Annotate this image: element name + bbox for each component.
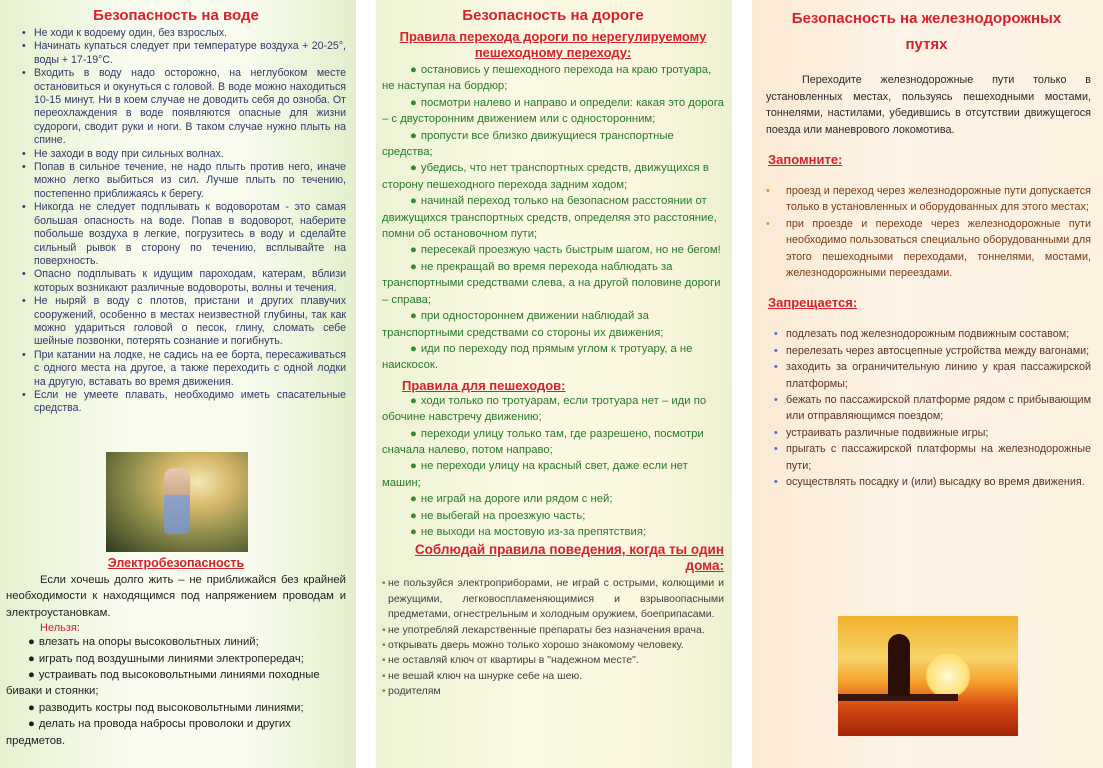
- list-item: • при проезде и переходе через железнодорожные пути необходимо пользоваться специально оборудованными для этого пешеходными переходами, тоннелями, мостами, железнодорожными переездами.: [758, 216, 1091, 282]
- road-title: Безопасность на дороге: [462, 7, 644, 24]
- forbidden-title: Запрещается:: [768, 295, 858, 311]
- electric-title: Электробезопасность: [107, 556, 245, 570]
- list-item: ● разводить костры под высоковольтными линиями;: [28, 701, 304, 714]
- pedestrian-title: Правила для пешеходов:: [402, 377, 566, 393]
- electric-section: [6, 556, 346, 749]
- list-item: • подлезать под железнодорожным подвижным составом;: [758, 326, 1091, 342]
- list-item: ● посмотри налево и направо и определи: какая это дорога – с двусторонним движением или с односторонним;: [382, 96, 724, 126]
- home-list: [382, 576, 724, 699]
- water-list: [6, 27, 346, 416]
- list-item: ● влезать на опоры высоковольтных линий;: [28, 636, 259, 649]
- list-item: ● при одностороннем движении наблюдай за транспортными средствами со стороны их движения;: [382, 310, 664, 339]
- list-item: • не употребляй лекарственные препараты без назначения врача.: [382, 623, 724, 638]
- list-item: • Не заходи в воду при сильных волнах.: [6, 148, 346, 161]
- remember-title: Запомните:: [768, 152, 843, 167]
- column-gap: [356, 0, 376, 768]
- column-gap: [732, 0, 752, 768]
- railway-intro: Переходите железнодорожные пути только в установленных местах, пользуясь пешеходными мостами, тоннелями, настилами, убедившись в отсутствии движущегося поезда или маневрового локомотива.: [766, 74, 1091, 136]
- list-item: ● начинай переход только на безопасном расстоянии от движущихся транспортных средств, определяя это расстояние, помни об остановочном пути;: [382, 195, 717, 241]
- list-item: ● не выбегай на проезжую часть;: [410, 509, 586, 522]
- list-item: • перелезать через автосцепные устройства между вагонами;: [758, 343, 1091, 359]
- list-item: ● играть под воздушными линиями электропередач;: [28, 652, 304, 665]
- list-item: • Входить в воду надо осторожно, на неглубоком месте остановиться и окунуться с головой. В воде можно находиться 10-15 минут. Ни в коем случае не доводить себя до озноба. От переохлаждения в воде появляются опасные для жизни судороги, сводит руки и ноги. В таком случае нужно плыть на спине.: [6, 67, 346, 147]
- list-item: ● не прекращай во время перехода наблюдать за транспортными средствами слева, а на другой половине дороги – справа;: [382, 260, 721, 306]
- list-item: ● переходи улицу только там, где разрешено, посмотри сначала налево, потом направо;: [382, 427, 704, 456]
- list-item: • Если не умеете плавать, необходимо иметь спасательные средства.: [6, 389, 346, 416]
- remember-list: [758, 183, 1095, 281]
- list-item: • Опасно подплывать к идущим пароходам, катерам, вблизи которых возникают различные водовороты, волны и течения.: [6, 268, 346, 295]
- list-item: ● не играй на дороге или рядом с ней;: [410, 493, 613, 506]
- forbidden-label: Нельзя:: [40, 622, 80, 635]
- list-item: • Не ныряй в воду с плотов, пристани и других плавучих сооружений, особенно в местах неизвестной глубины, так как можно удариться головой о песок, глину, сломать себе шейные позвонки, потерять сознание и погибнуть.: [6, 295, 346, 349]
- list-item: • Никогда не следует подплывать к водоворотам - это самая большая опасность на воде. Попав в водоворот, наберите побольше воздуха в легкие, погрузитесь в воду и сделайте сильный рывок в сторону по течению, всплывайте на поверхность.: [6, 201, 346, 268]
- list-item: • родителям: [382, 684, 724, 699]
- home-title: Соблюдай правила поведения, когда ты один дома:: [414, 542, 724, 574]
- list-item: • устраивать различные подвижные игры;: [758, 425, 1091, 441]
- list-item: • Начинать купаться следует при температуре воздуха + 20-25°, воды + 17-19°С.: [6, 40, 346, 67]
- list-item: ● иди по переходу под прямым углом к тротуару, а не наискосок.: [382, 342, 693, 372]
- list-item: ● устраивать под высоковольтными линиями походные биваки и стоянки;: [6, 669, 320, 698]
- list-item: ● убедись, что нет транспортных средств, движущихся в сторону пешеходного перехода задним ходом;: [382, 162, 709, 191]
- list-item: • открывать дверь можно только хорошо знакомому человеку.: [382, 638, 724, 653]
- crossing-list: [382, 62, 724, 374]
- list-item: ● ходи только по тротуарам, если тротуара нет – иди по обочине навстречу движению;: [382, 394, 707, 424]
- list-item: • Попав в сильное течение, не надо плыть против него, иначе можно легко выбиться из сил. Лучше плыть по течению, постепенно приближаясь к берегу.: [6, 161, 346, 201]
- list-item: • не пользуйся электроприборами, не играй с острыми, колющими и режущими, легковоспламеняющимися и взрывоопасными предметами, огнестрельным и холодным оружием, боеприпасами.: [382, 576, 724, 622]
- list-item: • не оставляй ключ от квартиры в "надежном месте".: [382, 653, 724, 668]
- list-item: ● пропусти все близко движущиеся транспортные средства;: [382, 129, 674, 159]
- list-item: ● делать на провода набросы проволоки и других предметов.: [6, 718, 291, 747]
- list-item: • проезд и переход через железнодорожные пути допускается только в установленных и оборудованных для этого местах;: [758, 183, 1091, 216]
- list-item: ● не выходи на мостовую из-за препятствия;: [410, 525, 647, 538]
- list-item: • При катании на лодке, не садись на ее борта, пересаживаться с одного места на другое, а также переходить с одной лодки на другую, вставать во время движения.: [6, 349, 346, 389]
- water-title: Безопасность на воде: [93, 7, 259, 24]
- list-item: ● не переходи улицу на красный свет, даже если нет машин;: [382, 460, 688, 489]
- sunset-fishing-photo: [838, 616, 1018, 736]
- list-item: • заходить за ограничительную линию у края пассажирской платформы;: [758, 359, 1091, 392]
- forbidden-list: [758, 326, 1095, 490]
- list-item: ● пересекай проезжую часть быстрым шагом, но не бегом!: [410, 244, 721, 257]
- list-item: • осуществлять посадку и (или) высадку во время движения.: [758, 474, 1091, 490]
- list-item: • не вешай ключ на шнурке себе на шею.: [382, 669, 724, 684]
- list-item: • бежать по пассажирской платформе рядом с прибывающим или отправляющимся поездом;: [758, 392, 1091, 425]
- pedestrian-list: [382, 393, 724, 541]
- railway-title: Безопасность на железнодорожных путях: [791, 10, 1062, 53]
- list-item: • Не ходи к водоему один, без взрослых.: [6, 27, 346, 40]
- crossing-title: Правила перехода дороги по нерегулируемому пешеходному переходу:: [399, 29, 707, 60]
- child-sprinkler-photo: [106, 452, 248, 552]
- electric-intro: Если хочешь долго жить – не приближайся без крайней необходимости к находящимся под напряжением проводам и электроустановкам.: [6, 574, 346, 619]
- list-item: ● остановись у пешеходного перехода на краю тротуара, не наступая на бордюр;: [382, 64, 712, 93]
- list-item: • прыгать с пассажирской платформы на железнодорожные пути;: [758, 441, 1091, 474]
- road-safety-column: [376, 0, 732, 768]
